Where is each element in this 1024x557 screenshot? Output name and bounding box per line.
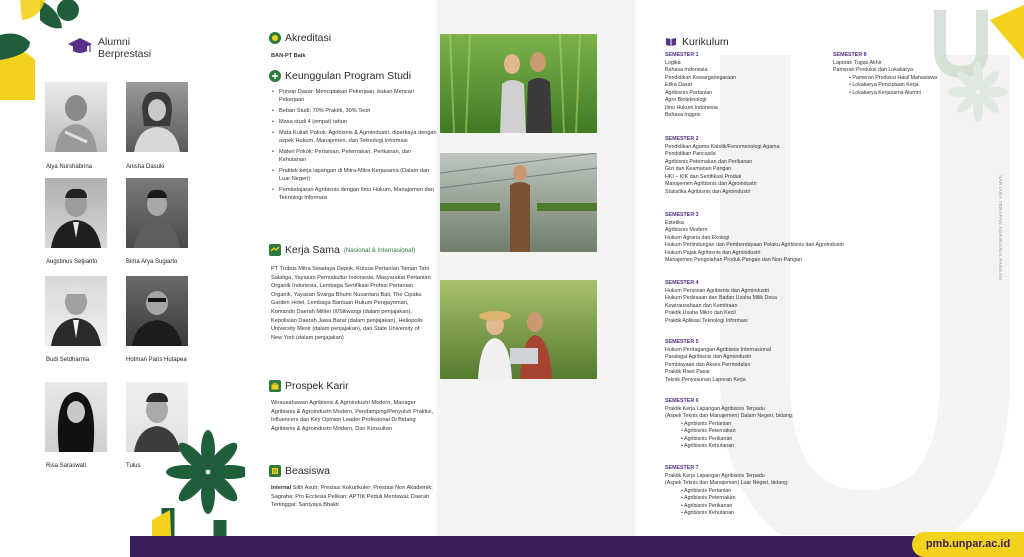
- alumni-photo-5: [45, 276, 107, 346]
- alumni-name-5: Budi Setdharma: [46, 357, 90, 363]
- alumni-name-6: Hotman Paris Hutapea: [126, 357, 187, 363]
- akreditasi-value: BAN-PT Baik: [271, 53, 306, 59]
- photo-farmers-greenhouse: [440, 34, 597, 133]
- course-subitem: • Agribisnis Kehutanan: [665, 510, 925, 518]
- alumni-name-4: Bima Arya Sugiarto: [126, 259, 178, 265]
- course-item: Pendidikan Pancasila: [665, 151, 716, 157]
- alumni-photo-4: [126, 178, 188, 248]
- footer-bar: [130, 536, 1024, 557]
- beasiswa-text: [271, 484, 433, 510]
- alumni-name-2: Anisha Dasuki: [126, 164, 165, 170]
- course-item: Agribisnis Modern: [665, 227, 708, 233]
- kerjasama-header: [269, 244, 415, 256]
- course-item: Etika Dasar: [665, 82, 693, 88]
- course-item: Ilmu Hukum Indonesia: [665, 104, 718, 111]
- course-item: Paralegal Agribisnis dan Agroindustri: [665, 354, 752, 360]
- course-item: Gizi dan Keamanan Pangan: [665, 166, 732, 172]
- alumni-name-3: Augstinus Setjianto: [46, 259, 98, 265]
- course-subitem: • Agribisnis Peternakan: [665, 495, 925, 503]
- list-item: • Masa studi 4 (empat) tahun: [271, 119, 439, 127]
- semester-block: [665, 339, 925, 384]
- alumni-panel: [0, 0, 259, 557]
- course-item: (Aspek Teknis dan Manajemen) Dalam Negeri, bidang:: [665, 413, 794, 419]
- alumni-photo-1: [45, 82, 107, 152]
- beasiswa-list: Silih Asuh; Prestasi Kokurikuler; Prestasi Non Akademik; Sagraha; Pro Ecclesia Pelikan; APTIK Peduli Mentawai; Daerah Tertinggal; Santyaya Bhakti: [271, 485, 433, 509]
- alumni-header: [68, 36, 168, 60]
- course-item: Estetika: [665, 219, 684, 226]
- photo-farmers-laptop: [440, 280, 597, 379]
- akreditasi-title: Akreditasi: [285, 32, 332, 44]
- graduation-cap-icon: [68, 36, 92, 56]
- plus-icon: [269, 70, 281, 82]
- semester-title: SEMESTER 2: [665, 136, 699, 142]
- course-item: Praktik Kerja Lapangan Agribisnis Terpadu: [665, 405, 765, 412]
- akreditasi-header: [269, 32, 331, 44]
- beasiswa-label: Internal: [271, 485, 292, 491]
- alumni-photo-7: [45, 382, 107, 452]
- scholarship-icon: [269, 465, 281, 477]
- course-subitem: • Agribisnis Perikanan: [665, 436, 925, 444]
- semester-title: SEMESTER 3: [665, 212, 699, 218]
- course-item: Hukum Perlindungan dan Pemberdayaan Pelaku Agribisnis dan Agroindustri: [665, 242, 844, 248]
- beasiswa-header: [269, 465, 330, 477]
- list-item: • Mata Kuliah Pokok: Agribisnis & Agroindustri, diperkaya dengan aspek Hukum, Manajemen, dan Teknologi Informasi: [271, 130, 439, 146]
- course-item: Manajemen Pengolahan Produk Pangan dan Non-Pangan: [665, 257, 802, 263]
- course-item: Hukum Perdagangan Agribisnis Internasional: [665, 346, 772, 353]
- course-subitem: • Pameran Produksi Hasil Mahasiswa: [833, 75, 983, 83]
- prospek-title: Prospek Karir: [285, 380, 349, 392]
- keunggulan-title: Keunggulan Program Studi: [285, 70, 412, 82]
- photo-greenhouse-worker: [440, 153, 597, 252]
- alumni-photo-6: [126, 276, 188, 346]
- course-item: Agribisnis Peternakan dan Perikanan: [665, 158, 753, 165]
- kerjasama-title: Kerja Sama: [285, 244, 340, 256]
- course-item: Agribisnis Pertanian: [665, 89, 713, 96]
- course-item: Agro Bioteknologi: [665, 97, 707, 103]
- course-item: Bahasa Inggris: [665, 112, 701, 118]
- kurikulum-title: Kurikulum: [682, 36, 729, 48]
- course-item: Teknik Penyusunan Laporan Kerja: [665, 376, 746, 383]
- course-item: Praktik Riset Pasar: [665, 369, 711, 375]
- curriculum-panel: [635, 0, 1024, 557]
- briefcase-icon: [269, 380, 281, 392]
- course-item: Hukum Agraria dan Ekologi: [665, 234, 730, 241]
- list-item: • Materi Pokok: Pertanian, Peternakan, Perikanan, dan Kehutanan: [271, 149, 439, 165]
- semester-block: [665, 398, 925, 451]
- kerjasama-subtitle: (Nasional & Internasional): [343, 246, 416, 254]
- course-item: Logika: [665, 59, 681, 66]
- course-subitem: • Lokakarya Kerjasama Alumni: [833, 90, 983, 98]
- semester-title: SEMESTER 1: [665, 52, 699, 58]
- semester-block: [665, 280, 925, 325]
- semester-block: [665, 212, 925, 265]
- kurikulum-header: [665, 36, 729, 48]
- course-item: Pameran Produksi dan Lokakarya:: [833, 67, 915, 73]
- course-item: Praktik Usaha Mikro dan Kecil: [665, 310, 736, 316]
- alumni-photo-2: [126, 82, 188, 152]
- semester-block: [665, 136, 925, 196]
- alumni-name-7: Risa Saraswati: [46, 463, 87, 469]
- course-item: (Aspek Teknis dan Manajemen) Luar Negeri, bidang:: [665, 480, 789, 486]
- semester-block: [665, 465, 925, 518]
- course-subitem: • Agribisnis Pertanian: [665, 421, 925, 429]
- semester-title: SEMESTER 7: [665, 465, 699, 471]
- course-item: Pembiayaan dan Akses Permodalan: [665, 361, 751, 368]
- course-item: Kewirausahaan dan Kemitraan: [665, 302, 738, 309]
- course-item: Praktik Kerja Lapangan Agribisnis Terpadu: [665, 472, 765, 479]
- alumni-title: Alumni Berprestasi: [98, 36, 152, 60]
- program-info-panel: [259, 0, 635, 557]
- course-item: Laporan Tugas Akhir: [833, 59, 882, 66]
- course-subitem: • Agribisnis Kehutanan: [665, 443, 925, 451]
- semester-title: SEMESTER 8: [833, 52, 867, 58]
- list-item: • Prinsip Dasar: Menciptakan Pekerjaan, bukan Mencari Pekerjaan: [271, 89, 439, 105]
- course-item: Praktik Aplikasi Teknologi Informasi: [665, 317, 748, 324]
- alumni-name-8: Tulus: [126, 463, 141, 469]
- course-item: Hukum Pajak Agribisnis dan Agroindustri: [665, 249, 761, 256]
- course-item: HKI – KIK dan Sertifikasi Produk: [665, 173, 742, 180]
- prospek-header: [269, 380, 349, 392]
- book-icon: [665, 37, 677, 47]
- semester-title: SEMESTER 6: [665, 398, 699, 404]
- course-item: Hukum Perizinan Agribisnis dan Agroindustri: [665, 287, 770, 294]
- list-item: • Beban Studi: 70% Praktik, 30% Teori: [271, 108, 439, 116]
- semester-title: SEMESTER 5: [665, 339, 699, 345]
- decorative-circle: [55, 0, 81, 26]
- alumni-photo-3: [45, 178, 107, 248]
- course-subitem: • Agribisnis Pertanian: [665, 488, 925, 496]
- prospek-text: Wirausahawan Agribisnis & Agroindustri Modern, Manager Agribisnis & Agroindustri Modern, Pendamping/Penyuluh Praktisi, Influencers dan Key Opinion Leader Profesional Di Bidang Agribisnis & Agroindustri Modern, Dan Konsultan: [271, 400, 433, 432]
- course-item: Hukum Pedesaan dan Badan Usaha Milik Desa: [665, 295, 777, 301]
- semester-block: [833, 52, 983, 97]
- decorative-flower-shape: [150, 400, 245, 557]
- list-item: • Praktek kerja lapangan di Mitra-Mitra Kerjasama (Dalam dan Luar Negeri): [271, 168, 439, 184]
- beasiswa-title: Beasiswa: [285, 465, 330, 477]
- keunggulan-list: [271, 89, 439, 206]
- course-item: Bahasa Indonesia: [665, 67, 708, 73]
- side-program-label: SARJANA TERAPAN AGRIBISNIS PANGAN: [997, 175, 1002, 281]
- medal-icon: [269, 32, 281, 44]
- kerjasama-text: PT Trubus Mitra Swadaya Depok, Kursus Pertanian Taman Tani Salatiga, Yayasan Permakultur Indonesia, Masyarakat Pertanian Organik Indonesia, Lembaga Sertifikasi Profesi Pertanian Organik, Yayasan Svarga Bhumi Nusantara Bali, The Cipaku Garden Hotel, Lembaga Bantuan Hukum Pengayoman, Komando Daerah Militer III/Siliwangi (dalam penjajakan), Kepolisian Daerah Jawa Barat (dalam penjajakan), Heliopolis University Mesir (dalam penjajakan), dan State University of New York (dalam penjajakan): [271, 266, 431, 341]
- handshake-icon: [269, 244, 281, 256]
- course-item: Pendidikan Agama Katolik/Fenomenologi Agama: [665, 143, 780, 150]
- course-item: Statistika Agribisnis dan Agroindustri: [665, 188, 751, 195]
- course-item: Manajemen Agribisnis dan Agroindustri: [665, 181, 757, 187]
- course-subitem: • Agribisnis Perikanan: [665, 503, 925, 511]
- website-url-link[interactable]: pmb.unpar.ac.id: [912, 532, 1024, 557]
- semester-title: SEMESTER 4: [665, 280, 699, 286]
- keunggulan-header: [269, 70, 411, 82]
- alumni-name-1: Alya Nurshabrina: [46, 164, 93, 170]
- course-subitem: • Lokakarya Penciptaan Kerja: [833, 82, 983, 90]
- list-item: • Pembelajaran Agribisnis dengan Ilmu Hukum, Manajemen dan Teknologi Informasi: [271, 187, 439, 203]
- course-subitem: • Agribisnis Peternakan: [665, 428, 925, 436]
- course-item: Pendidikan Kewarganegaraan: [665, 74, 736, 81]
